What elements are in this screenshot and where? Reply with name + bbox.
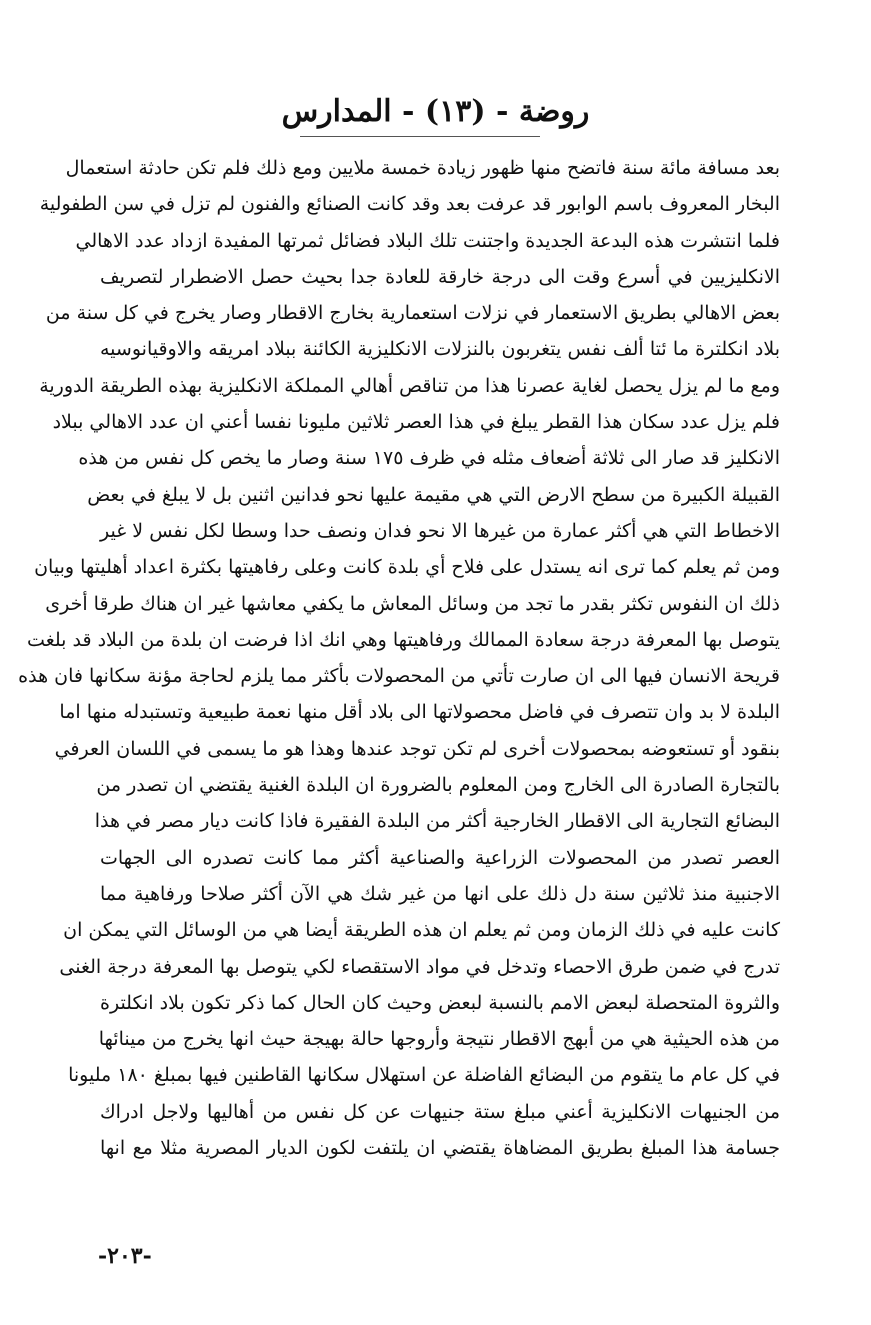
text-line: بالتجارة الصادرة الى الخارج ومن المعلوم بالضرورة ان البلدة الغنية يقتضي ان تصدر من <box>96 774 780 797</box>
text-line: كانت عليه في ذلك الزمان ومن ثم يعلم ان هذه الطريقة أيضا هي من الوسائل التي يمكن ان <box>63 919 780 942</box>
text-line: البخار المعروف باسم الوابور قد عرفت بعد وقد كانت الصنائع والفنون لم تزل في سن الطفولية <box>39 193 780 216</box>
body-text <box>18 150 780 1166</box>
text-line: القبيلة الكبيرة من سطح الارض التي هي مقيمة عليها نحو فدانين اثنين بل لا يبلغ في بعض <box>87 483 780 506</box>
text-line: بلاد انكلترة ما ئتا ألف نفس يتغربون بالنزلات الانكليزية الكائنة ببلاد امريقه والاوقيانوسيه <box>100 338 780 361</box>
text-line: بعض الاهالي بطريق الاستعمار في نزلات استعمارية بخارج الاقطار وصار يخرج في كل سنة من <box>45 302 780 325</box>
text-line: البضائع التجارية الى الاقطار الخارجية أكثر من البلدة الفقيرة فاذا كانت ديار مصر في هذا <box>94 810 780 833</box>
text-line: بعد مسافة مائة سنة فاتضح منها ظهور زيادة خمسة ملايين ومع ذلك فلم تكن حادثة استعمال <box>65 157 780 179</box>
text-line: من الجنيهات الانكليزية أعني مبلغ ستة جنيهات عن كل نفس من أهاليها ولاجل ادراك <box>100 1100 780 1123</box>
text-line: قريحة الانسان فيها الى ان صارت تأتي من المحصولات بأكثر مما يلزم لحاجة مؤنة سكانها فان هذه <box>18 665 780 688</box>
page-header: روضة - (١٣) - المدارس <box>281 94 590 129</box>
text-line: الاجنبية منذ ثلاثين سنة دل ذلك على انها من غير شك هي الآن أكثر صلاحا ورفاهية مما <box>100 882 780 905</box>
text-line: العصر تصدر من المحصولات الزراعية والصناعية أكثر مما كانت تصدره الى الجهات <box>100 846 780 869</box>
text-line: في كل عام ما يتقوم من البضائع الفاضلة عن استهلال سكانها القاطنين فيها بمبلغ ١٨٠ مليونا <box>68 1064 780 1087</box>
page-number: -٢٠٣- <box>98 1243 152 1269</box>
text-line: والثروة المتحصلة لبعض الامم بالنسبة لبعض وحيث كان الحال كما ذكر تكون بلاد انكلترة <box>100 991 780 1014</box>
text-line: بنقود أو تستعوضه بمحصولات أخرى لم تكن توجد عندها وهذا هو ما يسمى في اللسان العرفي <box>54 737 780 760</box>
text-line: ومع ما لم يزل يحصل لغاية عصرنا هذا من تناقص أهالي المملكة الانكليزية بهذه الطريقة الدورية <box>39 374 780 397</box>
text-line: ومن ثم يعلم كما ترى انه يستدل على فلاح أي بلدة كانت وعلى رفاهيتها بكثرة اعداد أهليتها وبيان <box>34 556 780 579</box>
text-line: الاخطاط التي هي أكثر عمارة من غيرها الا نحو فدان ونصف حدا وسطا لكل نفس لا غير <box>100 519 780 542</box>
text-line: الانكليزيين في أسرع وقت الى درجة خارقة للعادة جدا بحيث حصل الاضطرار لتصريف <box>100 265 780 288</box>
text-line: من هذه الحيثية هي من أبهج الاقطار نتيجة وأروجها حالة بهيجة حيث انها يخرج من مينائها <box>98 1028 780 1051</box>
text-line: فلم يزل عدد سكان هذا القطر يبلغ في هذا العصر ثلاثين مليونا نفسا أعني ان عدد الاهالي ببلاد <box>52 411 780 434</box>
text-line: يتوصل بها المعرفة درجة سعادة الممالك ورفاهيتها وهي انك اذا فرضت ان بلدة من البلاد قد بلغت <box>27 628 780 651</box>
text-line: جسامة هذا المبلغ بطريق المضاهاة يقتضي ان يلتفت لكون الديار المصرية مثلا مع انها <box>100 1137 780 1160</box>
text-line: ذلك ان النفوس تكثر بقدر ما تجد من وسائل المعاش ما يكفي معاشها غير ان هناك طرقا أخرى <box>45 592 780 615</box>
text-line: البلدة لا بد وان تتصرف في فاضل محصولاتها الى بلاد أقل منها نعمة طبيعية وتستبدله منها اما <box>59 701 780 724</box>
header-divider <box>300 136 540 137</box>
text-line: فلما انتشرت هذه البدعة الجديدة واجتنت تلك البلاد فضائل ثمرتها المفيدة ازداد عدد الاهالي <box>75 229 780 252</box>
text-line: الانكليز قد صار الى ثلاثة أضعاف مثله في ظرف ١٧٥ سنة وصار ما يخص كل نفس من هذه <box>78 447 780 470</box>
text-line: تدرج في ضمن طرق الاحصاء وتدخل في مواد الاستقصاء لكي يتوصل بها المعرفة درجة الغنى <box>59 955 780 978</box>
